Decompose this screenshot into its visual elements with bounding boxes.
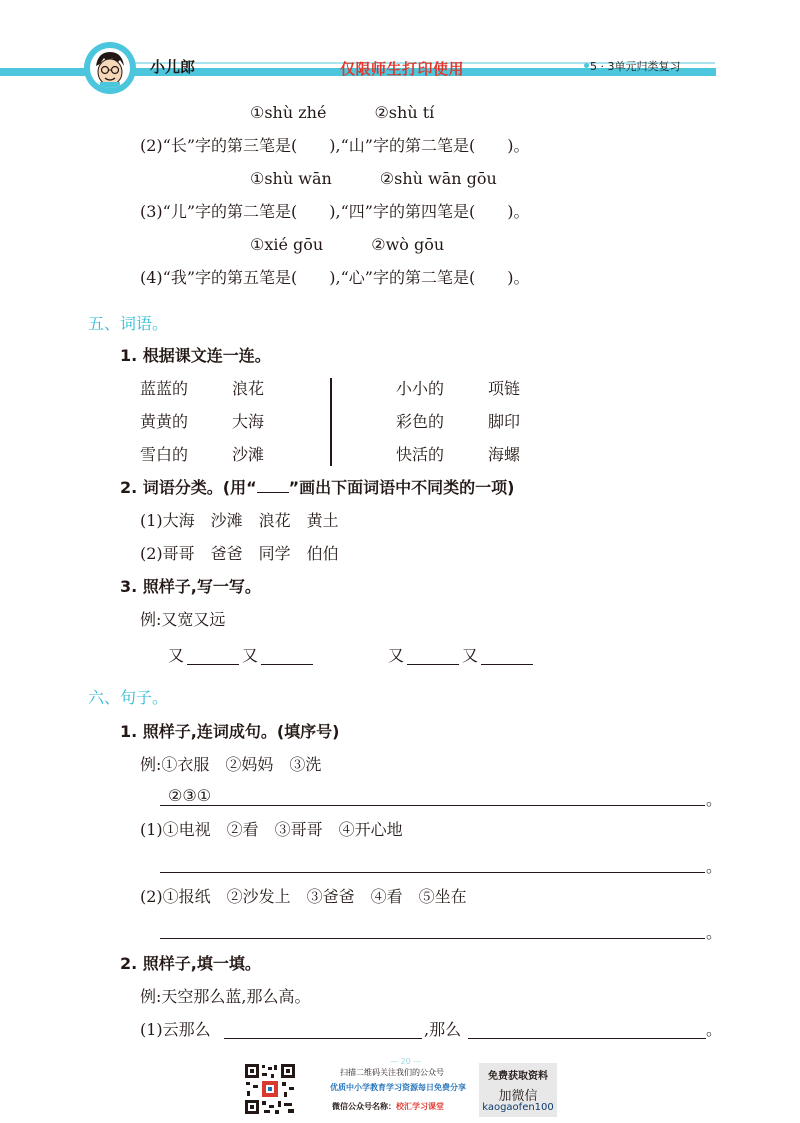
- match-divider: [330, 378, 332, 466]
- q4-text: (4)“我”字的第五笔是( ),“心”字的第二笔是( )。: [140, 268, 530, 287]
- qr-code-icon[interactable]: [244, 1063, 296, 1115]
- s6-q2-1-b: ,那么: [424, 1020, 462, 1039]
- period-2: 。: [706, 923, 723, 942]
- match-left-b-3[interactable]: 沙滩: [232, 445, 265, 464]
- match-right-b-1[interactable]: 项链: [488, 379, 521, 398]
- you-4: 又: [462, 646, 479, 665]
- q2-options: ①shù wān ②shù wān gōu: [250, 169, 497, 188]
- s5-q3-title: 3. 照样子,写一写。: [120, 577, 261, 596]
- footer-share-text: 优质中小学教育学习资源每日免费分享: [330, 1083, 466, 1092]
- q2-text: (2)“长”字的第三笔是( ),“山”字的第二笔是( )。: [140, 136, 530, 155]
- s6-q1-2-line[interactable]: [160, 938, 705, 939]
- badge-line-2: 加微信: [498, 1089, 538, 1104]
- mascot-icon: [90, 48, 130, 88]
- unit-dot-icon: [584, 63, 589, 68]
- s5-q2-title-b: ”画出下面词语中不同类的一项): [288, 478, 515, 497]
- s6-q1-example: 例:①衣服 ②妈妈 ③洗: [140, 755, 322, 774]
- blank-3[interactable]: [407, 664, 459, 665]
- section-5-title: 五、词语。: [88, 314, 169, 333]
- s6-q1-1: (1)①电视 ②看 ③哥哥 ④开心地: [140, 820, 403, 839]
- match-left-b-2[interactable]: 大海: [232, 412, 265, 431]
- unit-label: 5 · 3单元归类复习: [590, 60, 681, 73]
- s5-q2-1[interactable]: (1)大海 沙滩 浪花 黄土: [140, 511, 339, 530]
- s6-q2-example: 例:天空那么蓝,那么高。: [140, 987, 311, 1006]
- s5-q2-sample-line: [257, 480, 289, 493]
- you-3: 又: [388, 646, 405, 665]
- you-2: 又: [242, 646, 259, 665]
- s6-q1-1-line[interactable]: [160, 872, 705, 873]
- match-left-a-1: 蓝蓝的: [140, 379, 189, 398]
- s6-q2-1-blank-1[interactable]: [224, 1038, 422, 1039]
- period-1: 。: [706, 857, 723, 876]
- s6-q1-example-line: [160, 805, 705, 806]
- footer-wechat-name: 校汇学习课堂: [396, 1102, 444, 1111]
- blank-4[interactable]: [481, 664, 533, 665]
- badge-line-1: 免费获取资料: [488, 1071, 548, 1082]
- s5-q2-title-a: 2. 词语分类。(用“: [120, 478, 257, 497]
- match-right-a-2: 彩色的: [396, 412, 445, 431]
- match-right-a-1: 小小的: [396, 379, 445, 398]
- q1-options: ①shù zhé ②shù tí: [250, 103, 435, 122]
- s6-q2-1-a: (1)云那么: [140, 1020, 211, 1039]
- s6-q1-answer: ②③①: [168, 786, 212, 805]
- footer-scan-text: 扫描二维码关注我们的公众号: [340, 1068, 444, 1077]
- blank-1[interactable]: [187, 664, 239, 665]
- blank-2[interactable]: [261, 664, 313, 665]
- q3-text: (3)“儿”字的第二笔是( ),“四”字的第四笔是( )。: [140, 202, 530, 221]
- wechat-badge[interactable]: [479, 1063, 557, 1117]
- match-right-b-3[interactable]: 海螺: [488, 445, 521, 464]
- brand-name: 小儿郎: [150, 58, 196, 76]
- footer-wechat-label: 微信公众号名称：: [332, 1102, 396, 1111]
- s6-q1-title: 1. 照样子,连词成句。(填序号): [120, 722, 340, 741]
- s5-q2-2[interactable]: (2)哥哥 爸爸 同学 伯伯: [140, 544, 339, 563]
- q3-options: ①xié gōu ②wò gōu: [250, 235, 445, 254]
- badge-line-3: kaogaofen100: [482, 1102, 554, 1113]
- section-6-title: 六、句子。: [88, 688, 169, 707]
- print-banner: 仅限师生打印使用: [340, 60, 465, 78]
- period-3: 。: [706, 1020, 723, 1039]
- s5-q3-example: 例:又宽又远: [140, 610, 226, 629]
- page-number: — 20 —: [390, 1057, 422, 1066]
- s6-q2-1-blank-2[interactable]: [468, 1038, 706, 1039]
- s6-q1-2: (2)①报纸 ②沙发上 ③爸爸 ④看 ⑤坐在: [140, 887, 467, 906]
- footer-wechat: [332, 1101, 444, 1112]
- s6-q2-title: 2. 照样子,填一填。: [120, 954, 261, 973]
- match-right-a-3: 快活的: [396, 445, 445, 464]
- match-right-b-2[interactable]: 脚印: [488, 412, 521, 431]
- match-left-b-1[interactable]: 浪花: [232, 379, 265, 398]
- s5-q2-title: [120, 478, 514, 498]
- match-left-a-3: 雪白的: [140, 445, 189, 464]
- you-1: 又: [168, 646, 185, 665]
- period-0: 。: [706, 790, 723, 809]
- match-left-a-2: 黄黄的: [140, 412, 189, 431]
- s5-q1-title: 1. 根据课文连一连。: [120, 346, 271, 365]
